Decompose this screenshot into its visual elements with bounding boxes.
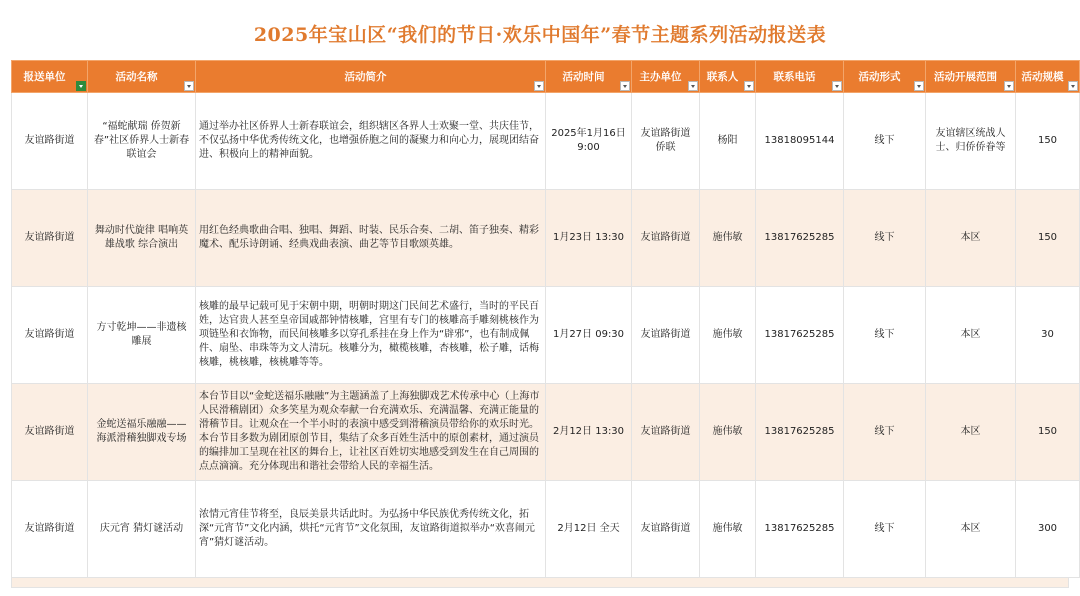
header-contact: 联系人 — [700, 61, 756, 93]
header-host: 主办单位 — [632, 61, 700, 93]
cell-unit[interactable]: 友谊路街道 — [12, 481, 88, 578]
cell-scope[interactable]: 本区 — [926, 190, 1016, 287]
cell-time[interactable]: 1月27日 09:30 — [546, 287, 632, 384]
cell-host[interactable]: 友谊路街道 — [632, 384, 700, 481]
cell-scale[interactable]: 30 — [1016, 287, 1080, 384]
table-row — [12, 481, 1080, 578]
cell-time[interactable]: 2月12日 全天 — [546, 481, 632, 578]
cell-host[interactable]: 友谊路街道侨联 — [632, 93, 700, 190]
header-row — [12, 61, 1080, 93]
dropdown-arrow-icon[interactable] — [534, 81, 544, 91]
dropdown-arrow-icon[interactable] — [184, 81, 194, 91]
header-form: 活动形式 — [844, 61, 926, 93]
cell-form[interactable]: 线下 — [844, 287, 926, 384]
dropdown-arrow-icon[interactable] — [1068, 81, 1078, 91]
cell-scope[interactable]: 本区 — [926, 287, 1016, 384]
cell-form[interactable]: 线下 — [844, 384, 926, 481]
cell-unit[interactable]: 友谊路街道 — [12, 93, 88, 190]
cell-phone[interactable]: 13817625285 — [756, 190, 844, 287]
dropdown-arrow-icon[interactable] — [832, 81, 842, 91]
cell-time[interactable]: 2025年1月16日 9:00 — [546, 93, 632, 190]
sheet-title: 2025年宝山区“我们的节日·欢乐中国年”春节主题系列活动报送表 — [253, 24, 827, 46]
table-row — [12, 287, 1080, 384]
cell-scale[interactable]: 150 — [1016, 93, 1080, 190]
cell-scale[interactable]: 150 — [1016, 190, 1080, 287]
header-scale: 活动规模 — [1016, 61, 1080, 93]
cell-contact[interactable]: 施伟敏 — [700, 190, 756, 287]
header-time: 活动时间 — [546, 61, 632, 93]
cell-intro[interactable]: 核雕的最早记载可见于宋朝中期，明朝时期这门民间艺术盛行，当时的平民百姓，达官贵人甚至皇帝国戚都钟情核雕，宫里有专门的核雕高手雕刻桃核作为项链坠和衣饰物，而民间核雕多以穿孔系挂在身上作为“辟邪”，也有制成佩件、扇坠、串珠等为文人清玩。核雕分为，橄榄核雕，杏核雕，松子雕，话梅核雕，桃核雕，核桃雕等等。 — [196, 287, 546, 384]
next-row-strip — [11, 578, 1069, 588]
spreadsheet — [11, 10, 1069, 588]
cell-name[interactable]: “福蛇献瑞 侨贺新春”社区侨界人士新春联谊会 — [88, 93, 196, 190]
cell-phone[interactable]: 13818095144 — [756, 93, 844, 190]
cell-name[interactable]: 舞动时代旋律 唱响英雄战歌 综合演出 — [88, 190, 196, 287]
cell-intro[interactable]: 本台节目以“金蛇送福乐融融”为主题涵盖了上海独脚戏艺术传承中心（上海市人民滑稽剧团）众多笑星为观众奉献一台充满欢乐、充满温馨、充满正能量的滑稽节目。让观众在一个半小时的表演中感受到滑稽演员带给你的欢乐时光。本台节目多数为剧团原创节目，集结了众多百姓生活中的原创素材，通过演员的编排加工呈现在社区的舞台上，让社区百姓切实地感受到发生在自己周围的点点滴滴。充分体现出和谐社会带给人民的幸福生活。 — [196, 384, 546, 481]
cell-contact[interactable]: 施伟敏 — [700, 287, 756, 384]
table-row — [12, 93, 1080, 190]
table-row — [12, 190, 1080, 287]
filter-active-icon[interactable] — [76, 81, 86, 91]
header-scope: 活动开展范围 — [926, 61, 1016, 93]
activity-table — [11, 60, 1080, 578]
cell-unit[interactable]: 友谊路街道 — [12, 287, 88, 384]
cell-phone[interactable]: 13817625285 — [756, 481, 844, 578]
cell-name[interactable]: 方寸乾坤——非遗核雕展 — [88, 287, 196, 384]
cell-unit[interactable]: 友谊路街道 — [12, 190, 88, 287]
cell-time[interactable]: 1月23日 13:30 — [546, 190, 632, 287]
dropdown-arrow-icon[interactable] — [744, 81, 754, 91]
header-phone: 联系电话 — [756, 61, 844, 93]
header-intro: 活动简介 — [196, 61, 546, 93]
cell-scope[interactable]: 本区 — [926, 384, 1016, 481]
cell-form[interactable]: 线下 — [844, 481, 926, 578]
table-row — [12, 384, 1080, 481]
cell-host[interactable]: 友谊路街道 — [632, 190, 700, 287]
cell-intro[interactable]: 通过举办社区侨界人士新春联谊会，组织辖区各界人士欢聚一堂、共庆佳节，不仅弘扬中华优秀传统文化，也增强侨胞之间的凝聚力和向心力，展现团结奋进、积极向上的精神面貌。 — [196, 93, 546, 190]
cell-intro[interactable]: 用红色经典歌曲合唱、独唱、舞蹈、时装、民乐合奏、二胡、笛子独奏、精彩魔术、配乐诗朗诵、经典戏曲表演、曲艺等节目歌颂英雄。 — [196, 190, 546, 287]
cell-scale[interactable]: 300 — [1016, 481, 1080, 578]
cell-intro[interactable]: 浓情元宵佳节将至，良辰美景共话此时。为弘扬中华民族优秀传统文化，拓深“元宵节”文化内涵，烘托“元宵节”文化氛围，友谊路街道拟举办“欢喜闹元宵”猜灯谜活动。 — [196, 481, 546, 578]
cell-form[interactable]: 线下 — [844, 93, 926, 190]
cell-form[interactable]: 线下 — [844, 190, 926, 287]
dropdown-arrow-icon[interactable] — [688, 81, 698, 91]
cell-phone[interactable]: 13817625285 — [756, 384, 844, 481]
cell-contact[interactable]: 施伟敏 — [700, 481, 756, 578]
cell-contact[interactable]: 施伟敏 — [700, 384, 756, 481]
cell-scale[interactable]: 150 — [1016, 384, 1080, 481]
cell-name[interactable]: 庆元宵 猜灯谜活动 — [88, 481, 196, 578]
cell-unit[interactable]: 友谊路街道 — [12, 384, 88, 481]
cell-phone[interactable]: 13817625285 — [756, 287, 844, 384]
dropdown-arrow-icon[interactable] — [620, 81, 630, 91]
cell-name[interactable]: 金蛇送福乐融融——海派滑稽独脚戏专场 — [88, 384, 196, 481]
cell-scope[interactable]: 本区 — [926, 481, 1016, 578]
dropdown-arrow-icon[interactable] — [914, 81, 924, 91]
cell-scope[interactable]: 友谊辖区统战人士、归侨侨眷等 — [926, 93, 1016, 190]
header-name: 活动名称 — [88, 61, 196, 93]
dropdown-arrow-icon[interactable] — [1004, 81, 1014, 91]
cell-contact[interactable]: 杨阳 — [700, 93, 756, 190]
header-unit: 报送单位 — [12, 61, 88, 93]
cell-time[interactable]: 2月12日 13:30 — [546, 384, 632, 481]
cell-host[interactable]: 友谊路街道 — [632, 287, 700, 384]
cell-host[interactable]: 友谊路街道 — [632, 481, 700, 578]
